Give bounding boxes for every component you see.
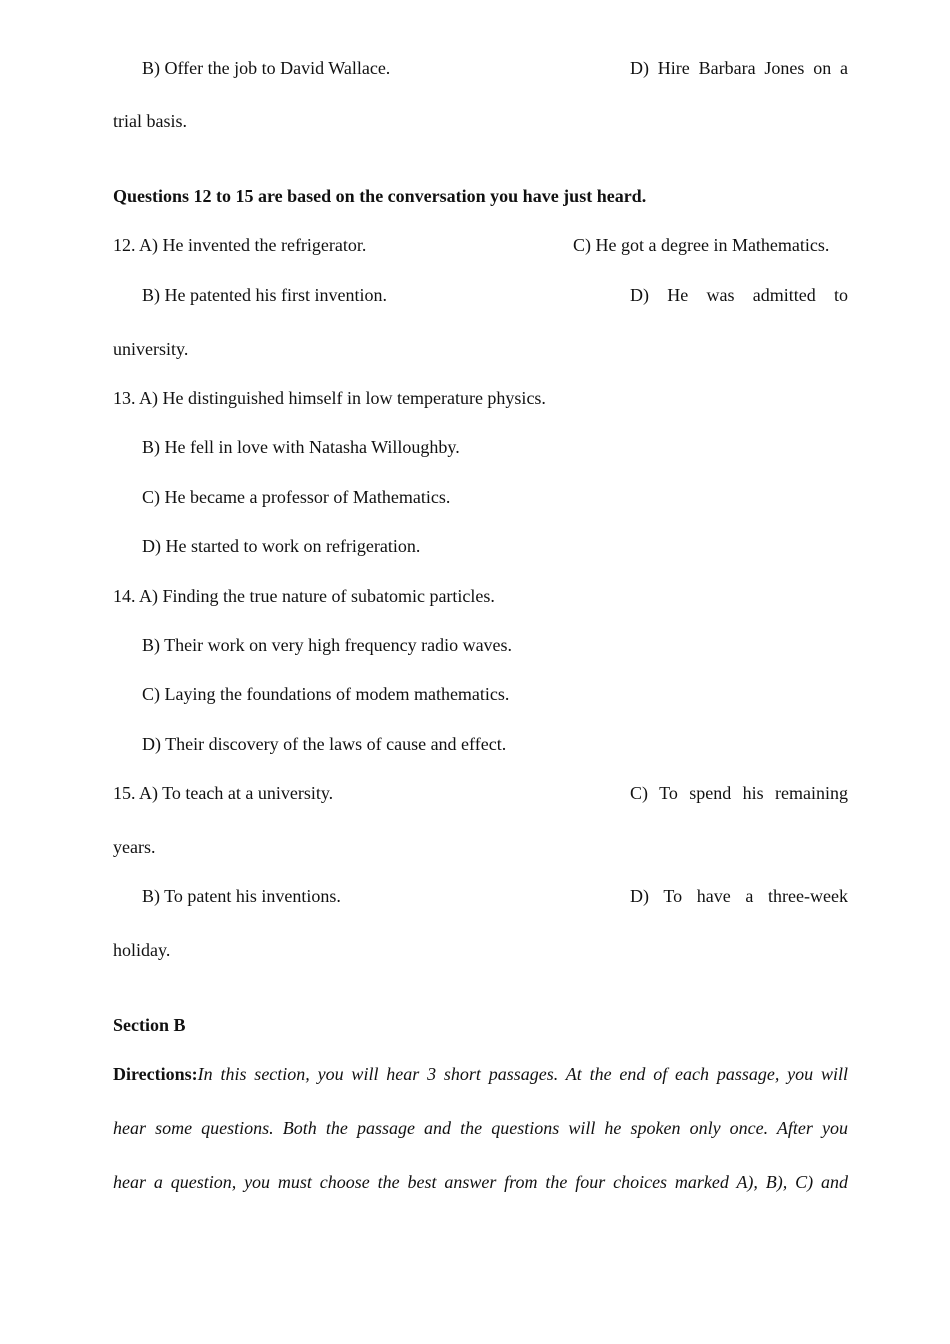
q12-option-d-continued: university. bbox=[113, 339, 189, 359]
q12-option-a: 12. A) He invented the refrigerator. bbox=[113, 235, 367, 255]
questions-12-15-heading: Questions 12 to 15 are based on the conversation you have just heard. bbox=[113, 186, 647, 206]
q11-option-d-continued: trial basis. bbox=[113, 111, 187, 131]
q15-option-b: B) To patent his inventions. bbox=[142, 886, 341, 906]
directions-line-1 bbox=[113, 1063, 848, 1085]
q13-option-a: 13. A) He distinguished himself in low temperature physics. bbox=[113, 388, 546, 408]
q15-option-d-continued: holiday. bbox=[113, 940, 171, 960]
section-b-title: Section B bbox=[113, 1015, 186, 1035]
directions-line-2: hear some questions. Both the passage and the questions will he spoken only once. After you bbox=[113, 1118, 848, 1138]
q15-option-c-continued: years. bbox=[113, 837, 156, 857]
q15-option-d: D) To have a three-week bbox=[630, 886, 848, 906]
directions-line-3: hear a question, you must choose the best answer from the four choices marked A), B), C) and bbox=[113, 1172, 848, 1192]
q13-option-d: D) He started to work on refrigeration. bbox=[142, 536, 421, 556]
q14-option-a: 14. A) Finding the true nature of subatomic particles. bbox=[113, 586, 495, 606]
q11-option-b: B) Offer the job to David Wallace. bbox=[142, 58, 391, 78]
q14-option-c: C) Laying the foundations of modem mathematics. bbox=[142, 684, 510, 704]
directions-label: Directions: bbox=[113, 1064, 198, 1084]
q14-option-b: B) Their work on very high frequency radio waves. bbox=[142, 635, 513, 655]
q11-option-d: D) Hire Barbara Jones on a bbox=[630, 58, 848, 78]
q13-option-b: B) He fell in love with Natasha Willoughby. bbox=[142, 437, 460, 457]
q12-option-b: B) He patented his first invention. bbox=[142, 285, 387, 305]
q14-option-d: D) Their discovery of the laws of cause and effect. bbox=[142, 734, 507, 754]
q13-option-c: C) He became a professor of Mathematics. bbox=[142, 487, 451, 507]
q15-option-a: 15. A) To teach at a university. bbox=[113, 783, 334, 803]
q12-option-d: D) He was admitted to bbox=[630, 285, 848, 305]
q15-option-c: C) To spend his remaining bbox=[630, 783, 848, 803]
directions-text-1: In this section, you will hear 3 short passages. At the end of each passage, you will bbox=[197, 1064, 848, 1084]
q12-option-c: C) He got a degree in Mathematics. bbox=[573, 235, 830, 255]
